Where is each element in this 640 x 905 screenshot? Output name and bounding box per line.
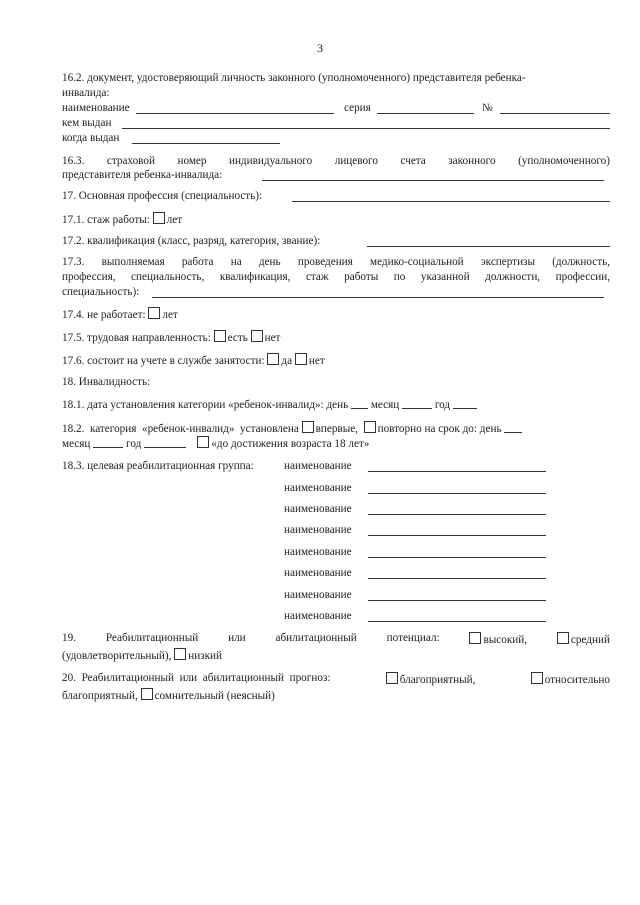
- group-name-label: наименование: [284, 482, 352, 494]
- option-high: [469, 632, 527, 647]
- not-working-years-box[interactable]: [148, 307, 160, 319]
- s18-2-prefix: 18.2. категория «ребенок-инвалид» установлена: [62, 423, 299, 435]
- s17-6-row: [62, 353, 325, 368]
- word: (уполномоченного): [518, 155, 610, 167]
- month-label: месяц: [62, 438, 91, 450]
- word: 19.: [62, 632, 76, 644]
- option-label: «до достижения возраста 18 лет»: [211, 438, 370, 450]
- word: медико-социальной: [370, 256, 464, 268]
- qualification-field[interactable]: [367, 246, 610, 247]
- s18-3-label: 18.3. целевая реабилитационная группа:: [62, 460, 254, 472]
- day-field[interactable]: [351, 399, 368, 409]
- word: лицевого: [334, 155, 378, 167]
- group-name-label: наименование: [284, 589, 352, 601]
- group-name-label: наименование: [284, 524, 352, 536]
- s19-line1: [62, 632, 610, 647]
- option-label: нет: [308, 355, 325, 367]
- word: работы: [344, 271, 379, 283]
- profession-field[interactable]: [292, 201, 610, 202]
- potential-medium-checkbox[interactable]: [557, 632, 569, 644]
- year-label: год: [126, 438, 142, 450]
- word: специальность,: [131, 271, 205, 283]
- s16-2-line2: инвалида:: [62, 87, 110, 99]
- employment-registered-yes-checkbox[interactable]: [267, 353, 279, 365]
- s20-prefix: 20. Реабилитационный или абилитационный прогноз:: [62, 672, 331, 684]
- term-day-field[interactable]: [504, 423, 522, 433]
- s17-2-label: 17.2. квалификация (класс, разряд, категория, звание):: [62, 235, 321, 247]
- word: 17.3.: [62, 256, 85, 268]
- until-18-checkbox[interactable]: [197, 436, 209, 448]
- option-label: средний: [570, 634, 610, 646]
- prognosis-relative-checkbox[interactable]: [531, 672, 543, 684]
- word: день: [258, 256, 281, 268]
- s17-4-unit: лет: [162, 309, 178, 321]
- s17-label: 17. Основная профессия (специальность):: [62, 190, 263, 202]
- word: индивидуального: [228, 155, 313, 167]
- word: законного: [448, 155, 496, 167]
- word: абилитационный: [275, 632, 357, 644]
- group-name-field[interactable]: [368, 557, 546, 558]
- group-name-label: наименование: [284, 610, 352, 622]
- group-name-field[interactable]: [368, 600, 546, 601]
- s17-5-label: 17.5. трудовая направленность:: [62, 332, 211, 344]
- year-field[interactable]: [453, 399, 477, 409]
- option-label: повторно на срок до: день: [377, 423, 502, 435]
- s18-1-label: 18.1. дата установления категории «ребенок-инвалид»: день: [62, 399, 349, 411]
- word: Реабилитационный: [105, 632, 199, 644]
- option-label: относительно: [544, 674, 610, 686]
- first-time-checkbox[interactable]: [302, 421, 314, 433]
- word: должности,: [485, 271, 541, 283]
- word: выполняемая: [101, 256, 165, 268]
- doc-issued-when-label: когда выдан: [62, 132, 120, 144]
- doc-name-field[interactable]: [136, 113, 334, 114]
- group-name-field[interactable]: [368, 514, 546, 515]
- group-name-field[interactable]: [368, 471, 546, 472]
- employment-registered-no-checkbox[interactable]: [295, 353, 307, 365]
- doc-series-field[interactable]: [377, 113, 474, 114]
- year-label: год: [434, 399, 451, 411]
- work-orientation-no-checkbox[interactable]: [251, 330, 263, 342]
- doc-name-label: наименование: [62, 102, 130, 114]
- word: работа: [181, 256, 214, 268]
- group-name-label: наименование: [284, 460, 352, 472]
- s17-3-line3: специальность):: [62, 286, 140, 298]
- group-name-field[interactable]: [368, 535, 546, 536]
- group-name-label: наименование: [284, 546, 352, 558]
- term-year-field[interactable]: [144, 438, 186, 448]
- word: номер: [177, 155, 207, 167]
- word: по: [393, 271, 406, 283]
- s17-6-label: 17.6. состоит на учете в службе занятости:: [62, 355, 265, 367]
- word: страховой: [106, 155, 155, 167]
- word: стаж: [305, 271, 329, 283]
- potential-low-checkbox[interactable]: [174, 648, 186, 660]
- s19-line2: [62, 648, 222, 663]
- word: на: [230, 256, 242, 268]
- doc-number-field[interactable]: [500, 113, 610, 114]
- term-month-field[interactable]: [93, 438, 123, 448]
- s17-1-unit: лет: [166, 214, 183, 226]
- s18-label: 18. Инвалидность:: [62, 376, 151, 388]
- s18-2-line1: [62, 421, 522, 436]
- s16-3-line2: представителя ребенка-инвалида:: [62, 169, 223, 181]
- s17-5-row: [62, 330, 280, 345]
- work-orientation-yes-checkbox[interactable]: [214, 330, 226, 342]
- word: профессии,: [555, 271, 610, 283]
- group-name-field[interactable]: [368, 621, 546, 622]
- s17-1-label: 17.1. стаж работы:: [62, 214, 150, 226]
- word: проведения: [297, 256, 353, 268]
- s18-2-line2: [62, 436, 369, 451]
- word: профессия,: [62, 271, 116, 283]
- s17-4-row: [62, 307, 178, 322]
- doc-issued-by-label: кем выдан: [62, 117, 112, 129]
- option-label: нет: [264, 332, 281, 344]
- group-name-field[interactable]: [368, 578, 546, 579]
- s19-line2-text: (удовлетворительный),: [62, 650, 172, 662]
- potential-high-checkbox[interactable]: [469, 632, 481, 644]
- word: 16.3.: [62, 155, 85, 167]
- month-label: месяц: [370, 399, 400, 411]
- word: указанной: [420, 271, 470, 283]
- s17-1-row: [62, 212, 182, 227]
- group-name-label: наименование: [284, 503, 352, 515]
- option-label: впервые,: [315, 423, 358, 435]
- s17-3-line1: [62, 256, 610, 269]
- option-label: высокий,: [483, 634, 528, 646]
- option-label: низкий: [188, 650, 223, 662]
- s20-line2: [62, 688, 275, 703]
- work-experience-box[interactable]: [153, 212, 165, 224]
- prognosis-doubtful-checkbox[interactable]: [141, 688, 153, 700]
- page-number: 3: [317, 41, 323, 55]
- word: потенциал:: [386, 632, 440, 644]
- month-field[interactable]: [402, 399, 432, 409]
- option-favorable: [386, 672, 476, 687]
- current-work-field[interactable]: [152, 297, 604, 298]
- prognosis-favorable-checkbox[interactable]: [386, 672, 398, 684]
- doc-series-label: серия: [344, 102, 371, 114]
- word: счета: [400, 155, 426, 167]
- snils-field[interactable]: [262, 180, 604, 181]
- group-name-label: наименование: [284, 567, 352, 579]
- word: или: [228, 632, 246, 644]
- doc-issued-when-field[interactable]: [132, 143, 280, 144]
- s16-2-line1: 16.2. документ, удостоверяющий личность законного (уполномоченного) представителя ребенка-: [62, 72, 526, 84]
- s20-line1: [62, 672, 610, 687]
- group-name-field[interactable]: [368, 493, 546, 494]
- s16-3-line1: [62, 155, 610, 168]
- doc-issued-by-field[interactable]: [122, 128, 610, 129]
- option-label: благоприятный,: [399, 674, 476, 686]
- option-label: есть: [227, 332, 248, 344]
- s17-3-line2: [62, 271, 610, 284]
- word: экспертизы: [480, 256, 535, 268]
- s17-4-label: 17.4. не работает:: [62, 309, 146, 321]
- doc-number-label: №: [482, 102, 493, 114]
- word: квалификация,: [219, 271, 291, 283]
- repeat-checkbox[interactable]: [364, 421, 376, 433]
- s18-1-row: [62, 399, 477, 412]
- option-relative: [531, 672, 610, 687]
- option-medium: [557, 632, 610, 647]
- option-label: сомнительный (неясный): [154, 690, 275, 702]
- s20-line2-text: благоприятный,: [62, 690, 138, 702]
- word: (должность,: [552, 256, 610, 268]
- option-label: да: [281, 355, 293, 367]
